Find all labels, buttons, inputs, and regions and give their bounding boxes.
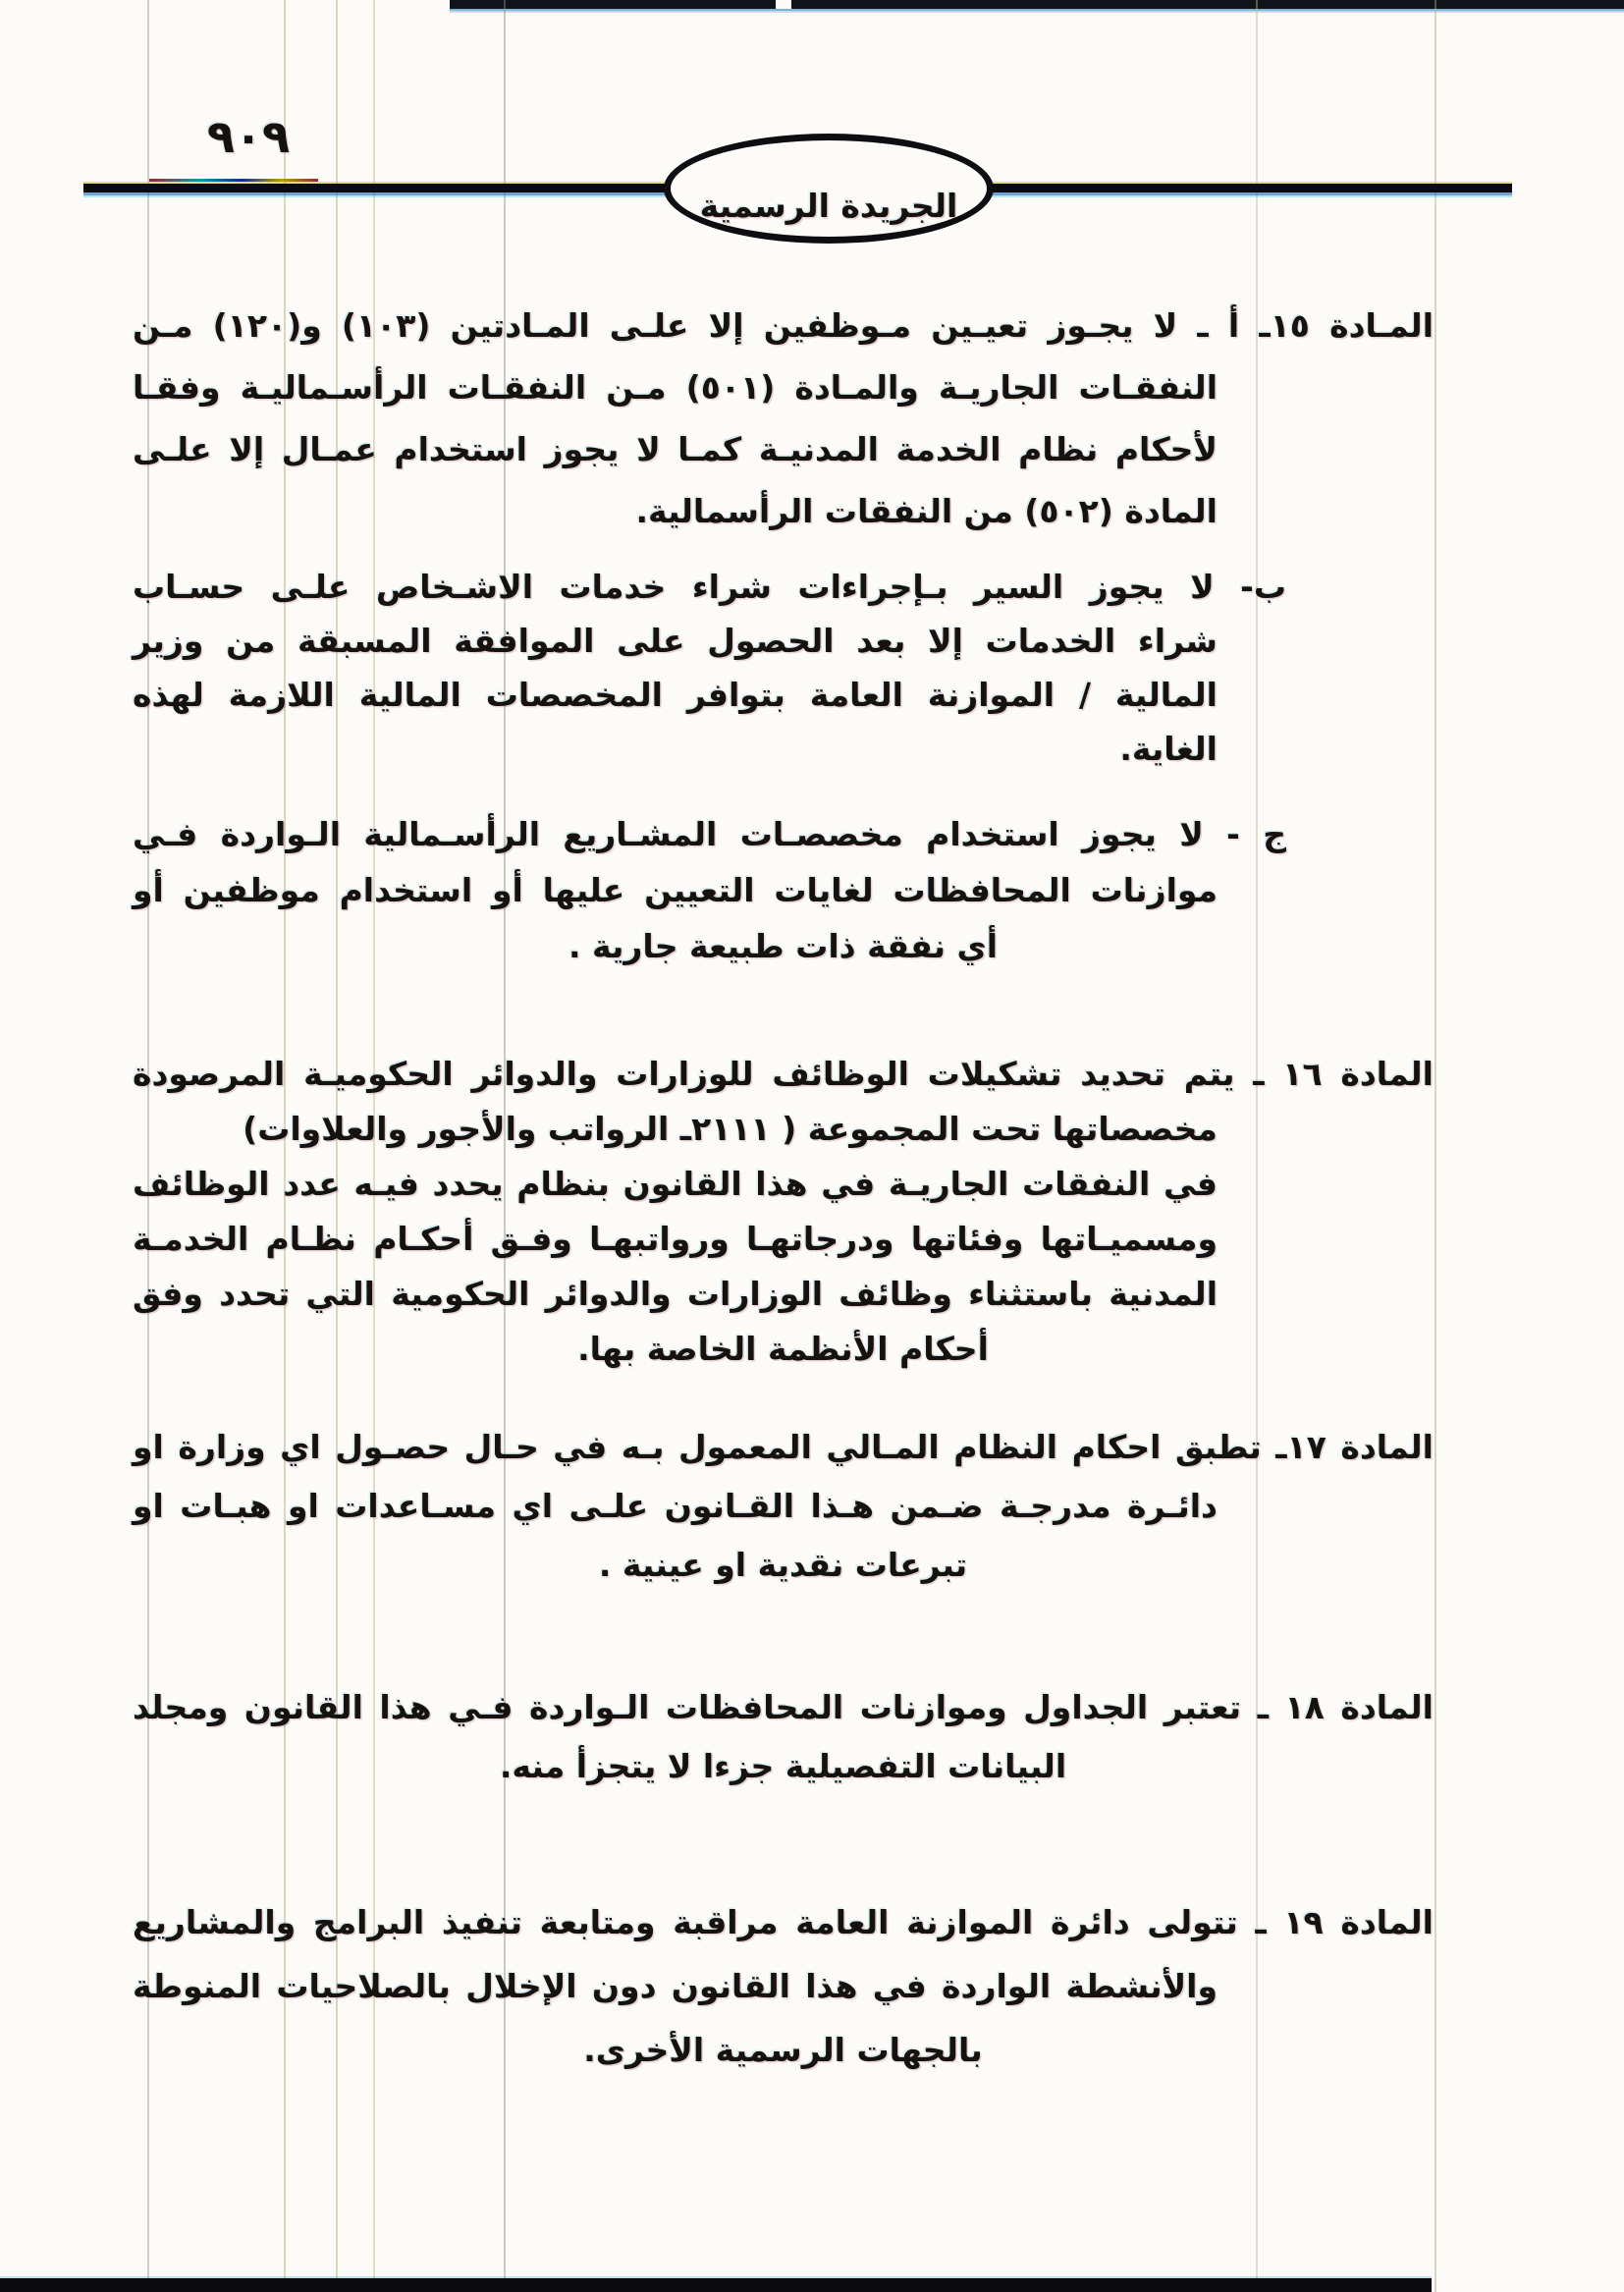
article-15-line-3: لأحكام نظام الخدمة المدنيـة كمـا لا يجوز استخدام عمـال إلا علـى bbox=[133, 430, 1218, 468]
article-15-item-b bbox=[133, 561, 1434, 777]
article-19-line-2: والأنشطة الواردة في هذا القانون دون الإخلال بالصلاحيات المنوطة bbox=[133, 1967, 1218, 2005]
article-18 bbox=[133, 1679, 1434, 1797]
article-16-line-1: المادة ١٦ ـ يتم تحديد تشكيلات الوظائف للوزارات والدوائر الحكوميـة المرصودة bbox=[133, 1055, 1434, 1093]
article-15-line-9: ج - لا يجوز استخدام مخصصـات المشـاريع الرأسـمالية الـواردة فـي bbox=[133, 815, 1286, 853]
article-15-line-8: الغاية. bbox=[1119, 730, 1218, 768]
gazette-banner-title: الجريدة الرسمية bbox=[699, 186, 958, 225]
article-16-line-6: أحكام الأنظمة الخاصة بها. bbox=[577, 1330, 989, 1368]
page-number: ٩٠٩ bbox=[206, 110, 291, 163]
article-15-line-7: المالية / الموازنة العامة بتوافر المخصصات المالية اللازمة لهذه bbox=[133, 676, 1218, 714]
articles-text-block bbox=[133, 297, 1434, 2085]
article-19 bbox=[133, 1893, 1434, 2085]
article-16-line-4: ومسميـاتها وفئاتها ودرجاتهـا ورواتبهـا وفـق أحكـام نظـام الخدمـة bbox=[133, 1220, 1218, 1258]
article-16-line-3: في النفقات الجاريـة في هذا القانون بنظام يحدد فيـه عدد الوظائف bbox=[133, 1165, 1218, 1203]
article-19-line-3: بالجهات الرسمية الأخرى. bbox=[583, 2031, 983, 2069]
article-17-line-2: دائـرة مدرجـة ضـمن هـذا القـانون علـى اي مسـاعدات او هبـات او bbox=[133, 1487, 1218, 1525]
scan-artifact-top-bar bbox=[450, 0, 1624, 9]
article-17 bbox=[133, 1419, 1434, 1596]
scan-artifact-top-bar-gap bbox=[776, 0, 791, 9]
article-15-line-11: أي نفقة ذات طبيعة جارية . bbox=[568, 927, 999, 965]
scan-artifact-bottom-bar bbox=[0, 2278, 1432, 2292]
article-18-line-1: المادة ١٨ ـ تعتبر الجداول وموازنات المحافظات الـواردة فـي هذا القانون ومجلد bbox=[133, 1688, 1434, 1726]
page-number-underline bbox=[149, 179, 318, 182]
article-17-line-3: تبرعات نقدية او عينية . bbox=[598, 1546, 968, 1584]
article-15-item-c bbox=[133, 807, 1434, 975]
gazette-banner-ellipse bbox=[664, 134, 994, 244]
article-15-line-6: شراء الخدمات إلا بعد الحصول على الموافقة المسبقة من وزير bbox=[133, 622, 1218, 660]
article-15-line-1: المـادة ١٥ـ أ ـ لا يجـوز تعيـين مـوظفين إلا علـى المـادتين (١٠٣) و(١٢٠) مـن bbox=[133, 306, 1435, 345]
article-18-line-2: البيانات التفصيلية جزءا لا يتجزأ منه. bbox=[499, 1747, 1067, 1785]
article-15-line-2: النفقـات الجاريـة والمـادة (٥٠١) مـن النفقـات الرأسـماليـة وفقـا bbox=[133, 368, 1218, 407]
article-16-line-2: مخصصاتها تحت المجموعة ( ٢١١١ـ الرواتب والأجور والعلاوات) bbox=[243, 1110, 1218, 1148]
article-15-line-4: المادة (٥٠٢) من النفقات الرأسمالية. bbox=[635, 492, 1218, 530]
article-15-item-a bbox=[133, 297, 1434, 544]
fold-line bbox=[1435, 0, 1436, 2292]
article-16-line-5: المدنية باستثناء وظائف الوزارات والدوائر الحكومية التي تحدد وفق bbox=[133, 1275, 1218, 1313]
article-16 bbox=[133, 1048, 1434, 1378]
article-15-line-10: موازنات المحافظات لغايات التعيين عليها أو استخدام موظفين أو bbox=[133, 871, 1218, 909]
article-15-line-5: ب- لا يجوز السير بـإجراءات شراء خدمات الاشـخاص علـى حسـاب bbox=[133, 568, 1286, 606]
article-17-line-1: المادة ١٧ـ تطبق احكام النظام المـالي المعمول بـه في حـال حصـول اي وزارة او bbox=[133, 1428, 1434, 1466]
article-19-line-1: المادة ١٩ ـ تتولى دائرة الموازنة العامة مراقبة ومتابعة تنفيذ البرامج والمشاريع bbox=[133, 1903, 1434, 1941]
